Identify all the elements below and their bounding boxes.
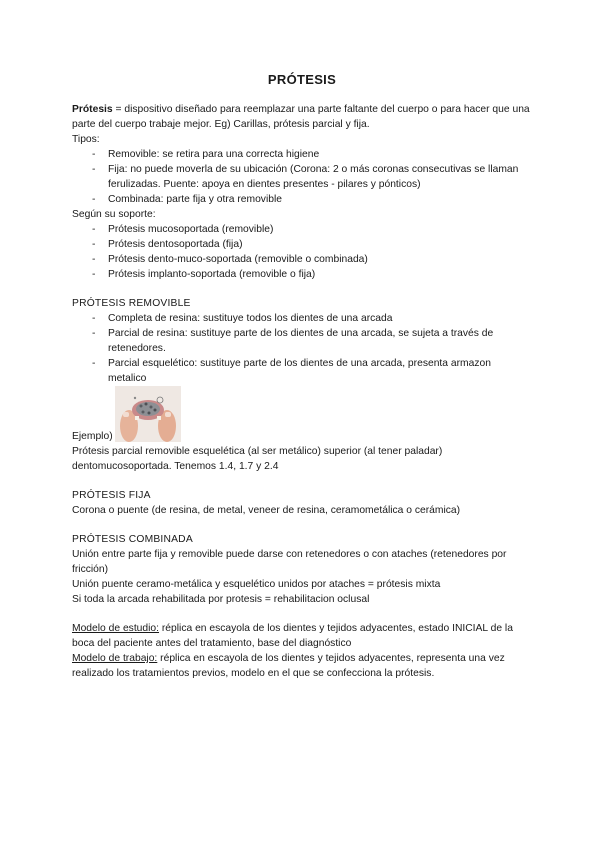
fija-text: Corona o puente (de resina, de metal, veneer de resina, ceramometálica o cerámica): [72, 505, 461, 516]
modelo-trabajo-paragraph: [72, 651, 532, 681]
soporte-list: [72, 222, 532, 282]
modelo-estudio-label: Modelo de estudio:: [72, 623, 160, 634]
ejemplo-text: Prótesis parcial removible esquelética (al ser metálico) superior (al tener paladar) dentomucosoportada. Tenemos 1.4, 1.7 y 2.4: [72, 446, 443, 472]
modelo-estudio-text: réplica en escayola de los dientes y tejidos adyacentes, estado INICIAL de la boca del paciente antes del tratamiento, base del diagnóstico: [72, 623, 513, 649]
combinada-line: Si toda la arcada rehabilitada por protesis = rehabilitacion oclusal: [72, 594, 370, 605]
list-item: - Prótesis mucosoportada (removible): [72, 222, 532, 237]
denture-photo: [115, 386, 181, 442]
modelo-estudio-paragraph: [72, 621, 532, 651]
intro-paragraph: [72, 102, 532, 132]
page-title: PRÓTESIS: [267, 72, 337, 87]
intro-term: Prótesis: [72, 104, 113, 115]
list-item: - Removible: se retira para una correcta higiene: [72, 147, 532, 162]
modelo-trabajo-text: réplica en escayola de los dientes y tejidos adyacentes, representa una vez realizado los tratamientos previos, modelo en el que se confecciona la prótesis.: [72, 653, 505, 679]
list-item: - Prótesis implanto-soportada (removible o fija): [72, 267, 532, 282]
list-item: - Fija: no puede moverla de su ubicación (Corona: 2 o más coronas consecutivas se llaman ferulizadas. Puente: apoya en dientes presentes - pilares y pónticos): [72, 162, 532, 192]
combinada-line: Unión puente ceramo-metálica y esquelético unidos por ataches = prótesis mixta: [72, 579, 441, 590]
removible-list: [72, 311, 532, 386]
tipos-label: Tipos:: [72, 134, 100, 145]
soporte-label: Según su soporte:: [72, 209, 156, 220]
section-heading-fija: PRÓTESIS FIJA: [72, 490, 151, 501]
list-item: - Prótesis dento-muco-soportada (removible o combinada): [72, 252, 532, 267]
list-item: - Parcial esquelético: sustituye parte de los dientes de una arcada, presenta armazon metalico: [72, 356, 532, 386]
section-heading-removible: PRÓTESIS REMOVIBLE: [72, 298, 191, 309]
list-item: - Completa de resina: sustituye todos los dientes de una arcada: [72, 311, 532, 326]
ejemplo-label: Ejemplo): [72, 431, 113, 442]
combinada-line: Unión entre parte fija y removible puede darse con retenedores o con ataches (retenedores por fricción): [72, 549, 507, 575]
denture-image: [115, 386, 181, 442]
list-item: - Parcial de resina: sustituye parte de los dientes de una arcada, se sujeta a través de retenedores.: [72, 326, 532, 356]
document-body: [72, 72, 532, 681]
example-row: [72, 386, 532, 444]
list-item: - Combinada: parte fija y otra removible: [72, 192, 532, 207]
list-item: - Prótesis dentosoportada (fija): [72, 237, 532, 252]
section-heading-combinada: PRÓTESIS COMBINADA: [72, 534, 193, 545]
intro-definition: = dispositivo diseñado para reemplazar una parte faltante del cuerpo o para hacer que una parte del cuerpo trabaje mejor. Eg) Carillas, prótesis parcial y fija.: [72, 104, 530, 130]
tipos-list: [72, 147, 532, 207]
modelo-trabajo-label: Modelo de trabajo:: [72, 653, 158, 664]
